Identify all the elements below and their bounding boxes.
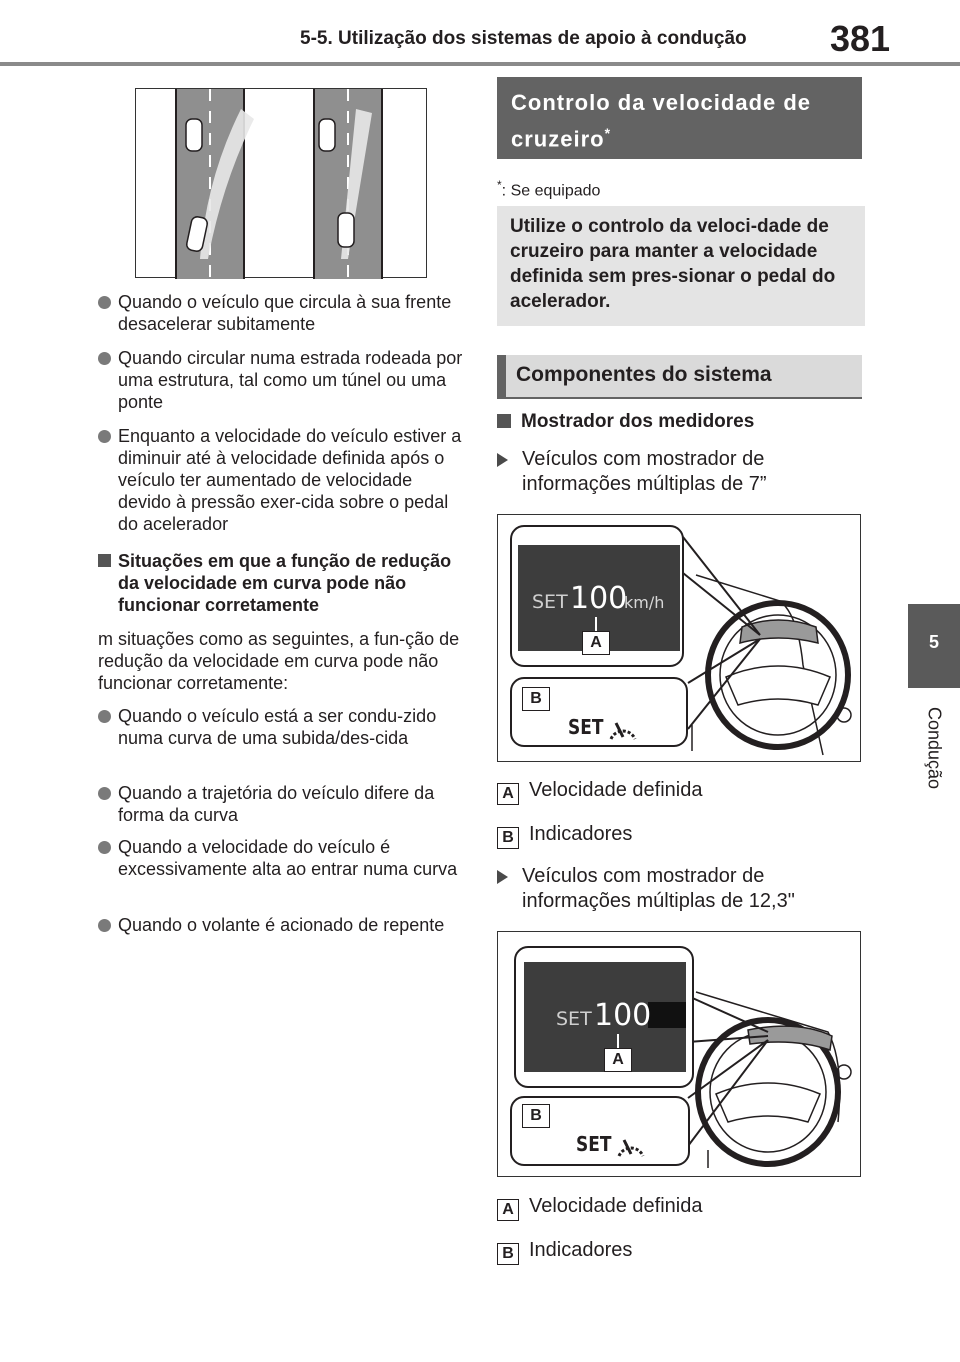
summary-box: Utilize o controlo da veloci-dade de cruzeiro para manter a velocidade definida sem pres-sionar o pedal do acelerador. xyxy=(497,206,865,326)
bullet-dot-icon xyxy=(98,430,111,443)
legend-key: A xyxy=(497,783,519,805)
leader-line xyxy=(595,617,597,631)
footnote-mark: * xyxy=(497,178,502,192)
square-bullet-icon xyxy=(497,414,511,428)
set-text: SET xyxy=(556,1008,592,1030)
car-ahead-right xyxy=(319,119,335,151)
paragraph-situations: m situações como as seguintes, a fun-ção de redução da velocidade em curva pode não funcionar corretamente: xyxy=(98,629,460,693)
set-indicator-text: SET xyxy=(576,1132,612,1156)
header-rule xyxy=(0,62,960,66)
square-bullet-icon xyxy=(98,554,111,567)
page-number: 381 xyxy=(830,18,891,59)
speed-unit: km/h xyxy=(624,593,665,612)
meters-heading: Mostrador dos medidores xyxy=(497,411,754,433)
own-car-right xyxy=(338,213,354,247)
list-item: Quando a velocidade do veículo é excessivamente alta ao entrar numa curva xyxy=(98,836,463,880)
triangle-arrow-icon xyxy=(497,453,508,467)
bullet-dot-icon xyxy=(98,710,111,723)
screen-dark-block xyxy=(648,1002,686,1028)
bullet-dot-icon xyxy=(98,352,111,365)
road-curves-drawing xyxy=(136,89,428,279)
figure-7-inch-display xyxy=(497,514,861,762)
set-text: SET xyxy=(532,591,568,613)
set-speed-value: 100 xyxy=(570,581,628,616)
bullet-dot-icon xyxy=(98,787,111,800)
list-item: Quando circular numa estrada rodeada por uma estrutura, tal como um túnel ou uma ponte xyxy=(98,347,463,413)
section-title: Controlo da velocidade de cruzeiro xyxy=(511,90,812,152)
figure-label-a: A xyxy=(582,631,610,655)
set-speed-value: 100 xyxy=(594,998,652,1033)
chapter-tab-label: Condução xyxy=(924,706,945,790)
bullet-dot-icon xyxy=(98,296,111,309)
section-title-bar xyxy=(497,77,862,159)
list-item: Quando o volante é acionado de repente xyxy=(98,914,463,936)
variant-7-heading: Veículos com mostrador de informações múltiplas de 7” xyxy=(497,447,862,497)
list-item: Quando o veículo está a ser condu-zido numa curva de uma subida/des-cida xyxy=(98,705,463,749)
subheading-curve-situations: Situações em que a função de redução da velocidade em curva pode não funcionar corretamente xyxy=(98,550,463,616)
bullet-dot-icon xyxy=(98,841,111,854)
section-title-mark: * xyxy=(604,125,612,141)
footnote-text: : Se equipado xyxy=(501,182,601,200)
legend-item-a: A Velocidade definida xyxy=(497,1194,702,1221)
header-title: 5-5. Utilização dos sistemas de apoio à condução xyxy=(300,28,747,49)
figure-12-inch-display xyxy=(497,931,861,1177)
legend-key: B xyxy=(497,1243,519,1265)
legend-item-b: B Indicadores xyxy=(497,822,632,849)
car-ahead-left xyxy=(186,119,202,151)
figure-label-a: A xyxy=(604,1048,632,1072)
bullet-dot-icon xyxy=(98,919,111,932)
legend-key: B xyxy=(497,827,519,849)
components-heading: Componentes do sistema xyxy=(497,355,862,399)
list-item: Quando o veículo que circula à sua frente desacelerar subitamente xyxy=(98,291,463,335)
set-indicator-text: SET xyxy=(568,715,604,739)
legend-key: A xyxy=(497,1199,519,1221)
list-item: Enquanto a velocidade do veículo estiver a diminuir até à velocidade definida após o veículo ter aumentado de velocidade devido à pressão exer-cida sobre o pedal do acelerador xyxy=(98,425,463,535)
cruise-control-speedometer-icon xyxy=(614,1132,648,1160)
leader-line xyxy=(617,1034,619,1048)
figure-label-b: B xyxy=(522,1104,550,1128)
variant-12-heading: Veículos com mostrador de informações múltiplas de 12,3" xyxy=(497,864,862,914)
list-item: Quando a trajetória do veículo difere da forma da curva xyxy=(98,782,463,826)
legend-item-a: A Velocidade definida xyxy=(497,778,702,805)
curve-illustration xyxy=(135,88,427,278)
triangle-arrow-icon xyxy=(497,870,508,884)
footnote xyxy=(497,178,600,200)
cruise-control-speedometer-icon xyxy=(606,715,640,743)
chapter-tab-number: 5 xyxy=(928,632,939,652)
legend-item-b: B Indicadores xyxy=(497,1238,632,1265)
figure-label-b: B xyxy=(522,687,550,711)
